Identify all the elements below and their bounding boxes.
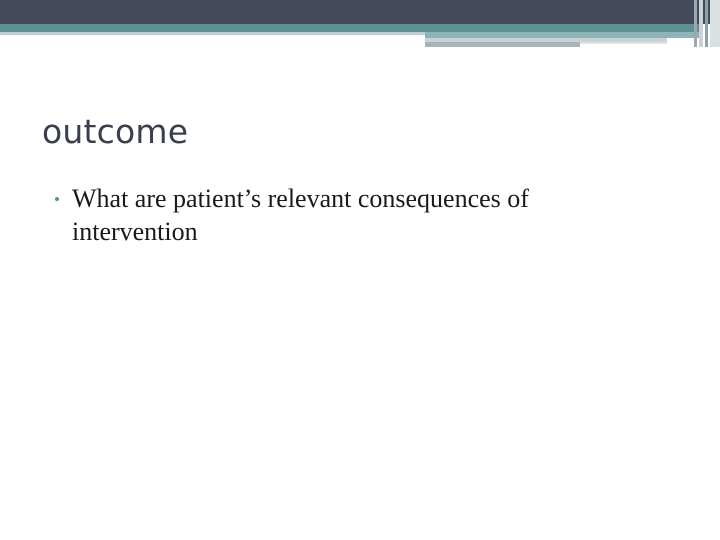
edge-strip	[705, 0, 708, 47]
header-thin-line	[580, 42, 667, 44]
slide-title: outcome	[42, 112, 189, 151]
edge-strip	[699, 0, 703, 47]
header-band-dark	[0, 0, 720, 24]
header-band-light	[0, 32, 425, 35]
header-band-teal	[0, 24, 700, 32]
bullet-text: What are patient’s relevant consequences of intervention	[72, 184, 529, 246]
edge-strip	[710, 0, 720, 47]
edge-strip	[694, 0, 697, 47]
bullet-marker-icon: •	[54, 190, 60, 209]
bullet-item	[52, 182, 652, 248]
bullet-list	[52, 182, 652, 248]
header-grey-band-2	[425, 42, 580, 47]
